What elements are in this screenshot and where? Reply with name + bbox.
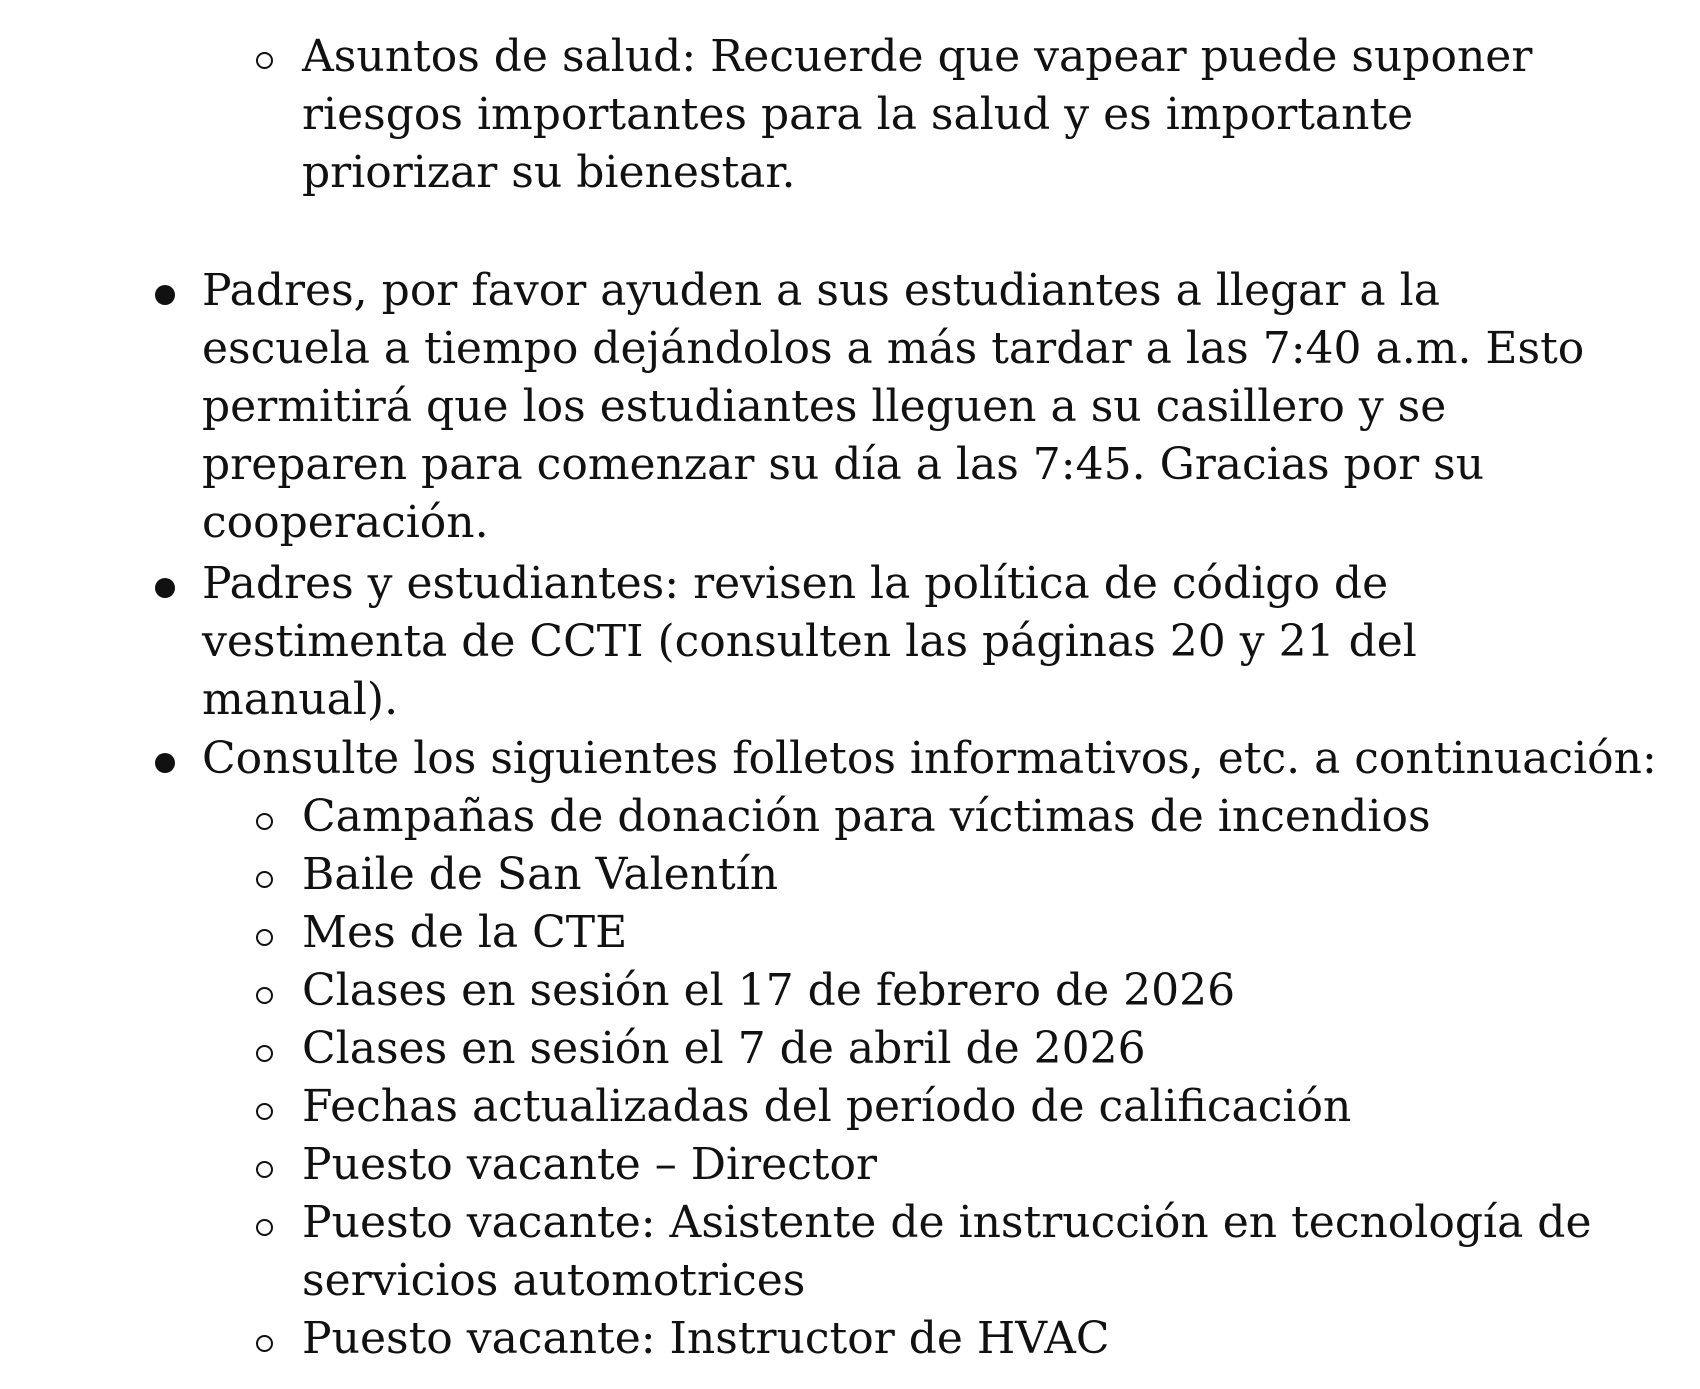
flyer-item: Campañas de donación para víctimas de incendios [302, 791, 1431, 842]
hollow-bullet-icon [256, 813, 273, 830]
flyer-item: Puesto vacante: Instructor de HVAC [302, 1313, 1110, 1364]
hollow-bullet-icon [256, 1161, 273, 1178]
filled-bullet-icon [155, 578, 175, 598]
hollow-bullet-icon [256, 929, 273, 946]
health-sub-item: Asuntos de salud: Recuerde que vapear puede suponer riesgos importantes para la salud y es importante priorizar su bienestar. [302, 31, 1533, 198]
filled-bullet-icon [155, 285, 175, 305]
hollow-bullet-icon [256, 1103, 273, 1120]
hollow-bullet-icon [256, 1045, 273, 1062]
hollow-bullet-icon [256, 987, 273, 1004]
flyer-item: Clases en sesión el 17 de febrero de 2026 [302, 965, 1236, 1016]
hollow-bullet-icon [256, 1335, 273, 1352]
flyer-item: Fechas actualizadas del período de calificación [302, 1081, 1352, 1132]
filled-bullet-icon [155, 753, 175, 773]
arrival-time-bullet: Padres, por favor ayuden a sus estudiantes a llegar a la escuela a tiempo dejándolos a más tardar a las 7:40 a.m. Esto permitirá que los estudiantes lleguen a su casillero y se preparen para comenzar su día a las 7:45. Gracias por su cooperación. [202, 265, 1585, 548]
flyer-item: Baile de San Valentín [302, 849, 779, 900]
flyer-item: Puesto vacante: Asistente de instrucción en tecnología de servicios automotrices [302, 1197, 1592, 1306]
dress-code-bullet: Padres y estudiantes: revisen la política de código de vestimenta de CCTI (consulten las páginas 20 y 21 del manual). [202, 558, 1417, 725]
hollow-bullet-icon [256, 52, 273, 69]
hollow-bullet-icon [256, 1219, 273, 1236]
flyer-item: Mes de la CTE [302, 907, 628, 958]
flyer-item: Clases en sesión el 7 de abril de 2026 [302, 1023, 1146, 1074]
flyers-bullet: Consulte los siguientes folletos informativos, etc. a continuación: [202, 733, 1657, 784]
flyer-item: Puesto vacante – Director [302, 1139, 877, 1190]
hollow-bullet-icon [256, 871, 273, 888]
